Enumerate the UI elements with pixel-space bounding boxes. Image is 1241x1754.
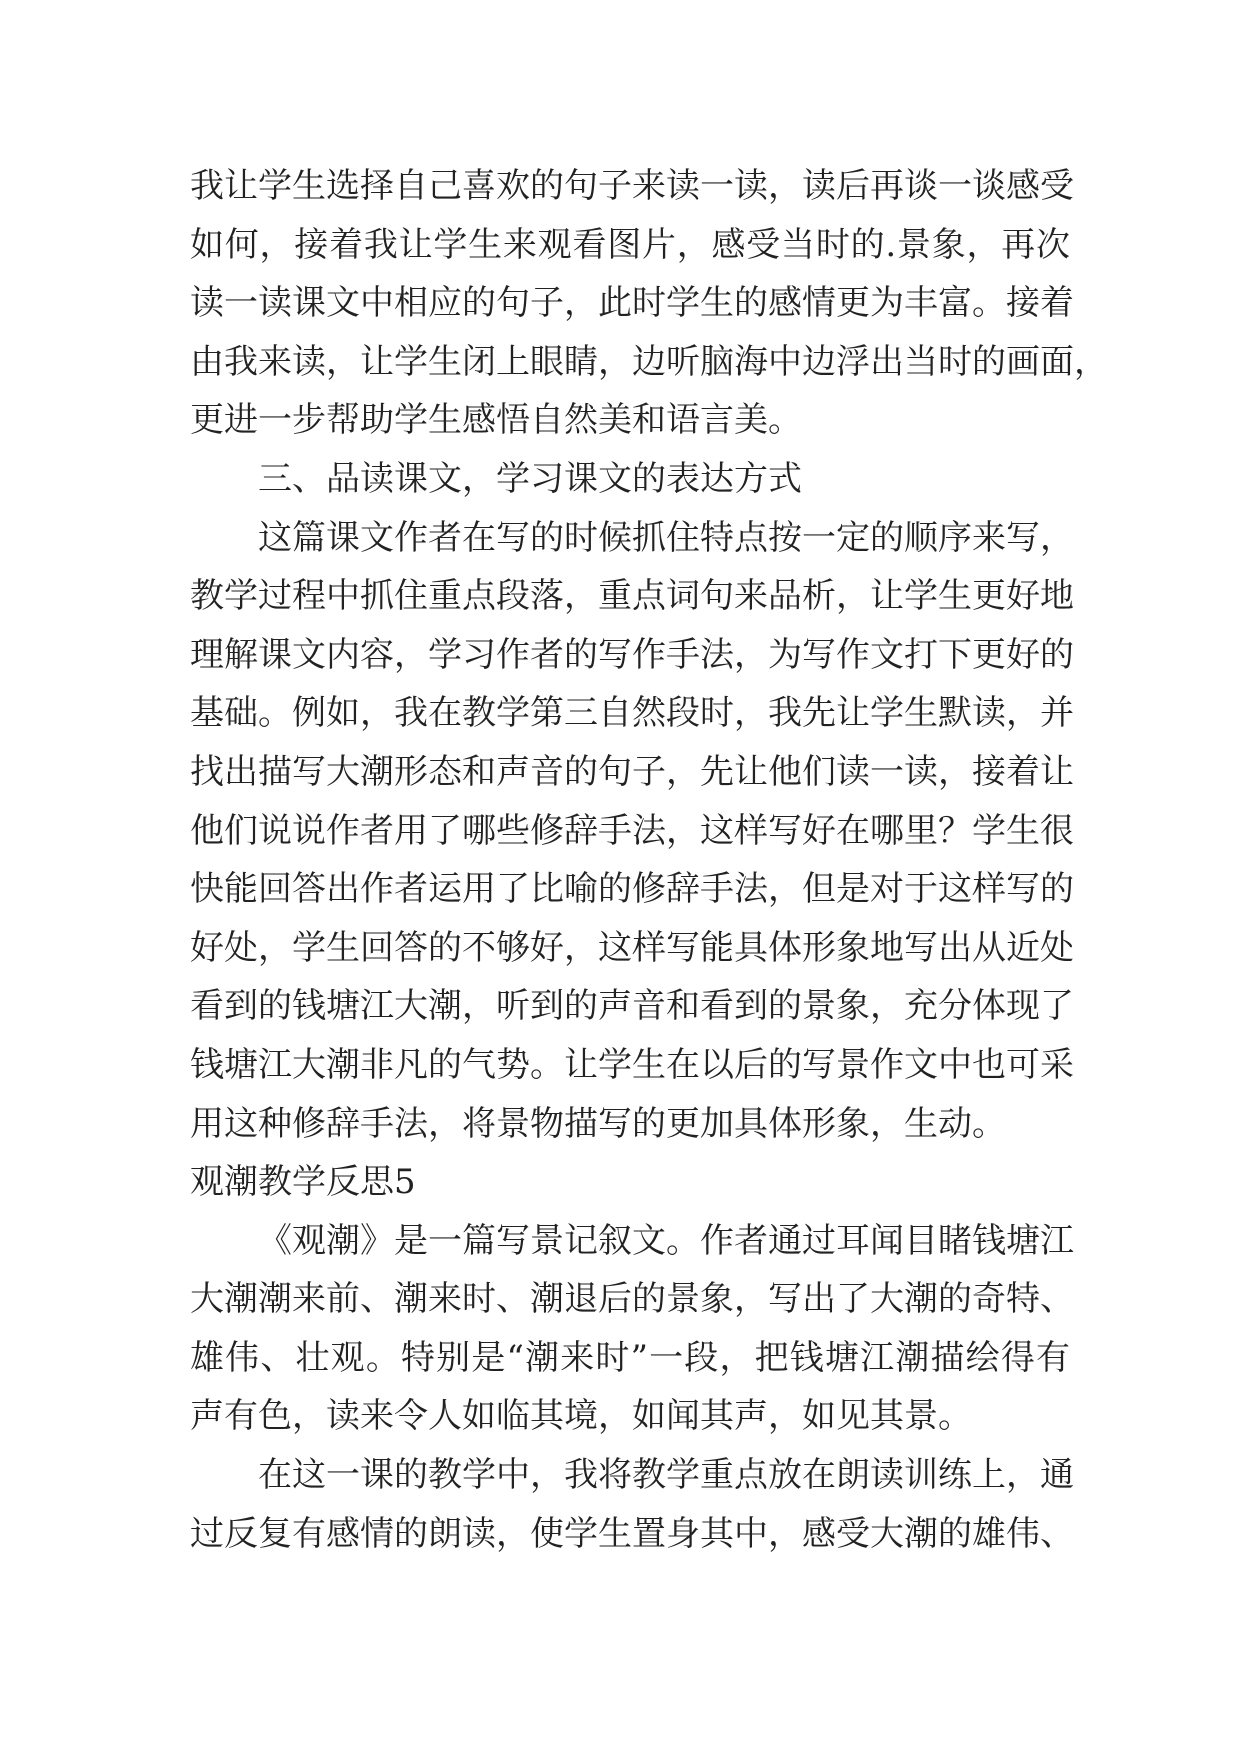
- text-line: 更进一步帮助学生感悟自然美和语言美。: [190, 400, 802, 441]
- text-line: 由我来读，让学生闭上眼睛，边听脑海中边浮出当时的画面，: [190, 341, 1108, 382]
- text-line: 好处，学生回答的不够好，这样写能具体形象地写出从近处: [190, 927, 1074, 968]
- text-line: 这篇课文作者在写的时候抓住特点按一定的顺序来写，: [258, 517, 1074, 558]
- text-line: 读一读课文中相应的句子，此时学生的感情更为丰富。接着: [190, 283, 1074, 324]
- text-line: 用这种修辞手法，将景物描写的更加具体形象，生动。: [190, 1103, 1006, 1144]
- text-line: 钱塘江大潮非凡的气势。让学生在以后的写景作文中也可采: [190, 1044, 1074, 1085]
- text-line: 理解课文内容，学习作者的写作手法，为写作文打下更好的: [190, 634, 1074, 675]
- text-line: 我让学生选择自己喜欢的句子来读一读，读后再谈一谈感受: [190, 166, 1074, 206]
- text-line: 他们说说作者用了哪些修辞手法，这样写好在哪里？学生很: [190, 810, 1074, 851]
- text-line: 找出描写大潮形态和声音的句子，先让他们读一读，接着让: [190, 751, 1074, 792]
- text-line: 快能回答出作者运用了比喻的修辞手法，但是对于这样写的: [190, 869, 1074, 910]
- section-heading: 三、品读课文，学习课文的表达方式: [258, 458, 802, 499]
- text-line: 教学过程中抓住重点段落，重点词句来品析，让学生更好地: [190, 576, 1074, 617]
- text-line: 过反复有感情的朗读，使学生置身其中，感受大潮的雄伟、: [190, 1513, 1074, 1554]
- text-line: 如何，接着我让学生来观看图片，感受当时的.景象，再次: [190, 224, 1070, 265]
- section-title: 观潮教学反思5: [190, 1162, 416, 1203]
- text-line: 《观潮》是一篇写景记叙文。作者通过耳闻目睹钱塘江: [258, 1220, 1074, 1261]
- text-line: 雄伟、壮观。特别是“潮来时”一段，把钱塘江潮描绘得有: [190, 1337, 1070, 1378]
- text-line: 基础。例如，我在教学第三自然段时，我先让学生默读，并: [190, 693, 1074, 734]
- document-body: [190, 157, 1108, 1563]
- text-line: 看到的钱塘江大潮，听到的声音和看到的景象，充分体现了: [190, 986, 1074, 1027]
- text-line: 在这一课的教学中，我将教学重点放在朗读训练上，通: [258, 1455, 1074, 1496]
- text-line: 大潮潮来前、潮来时、潮退后的景象，写出了大潮的奇特、: [190, 1279, 1074, 1320]
- text-line: 声有色，读来令人如临其境，如闻其声，如见其景。: [190, 1396, 972, 1437]
